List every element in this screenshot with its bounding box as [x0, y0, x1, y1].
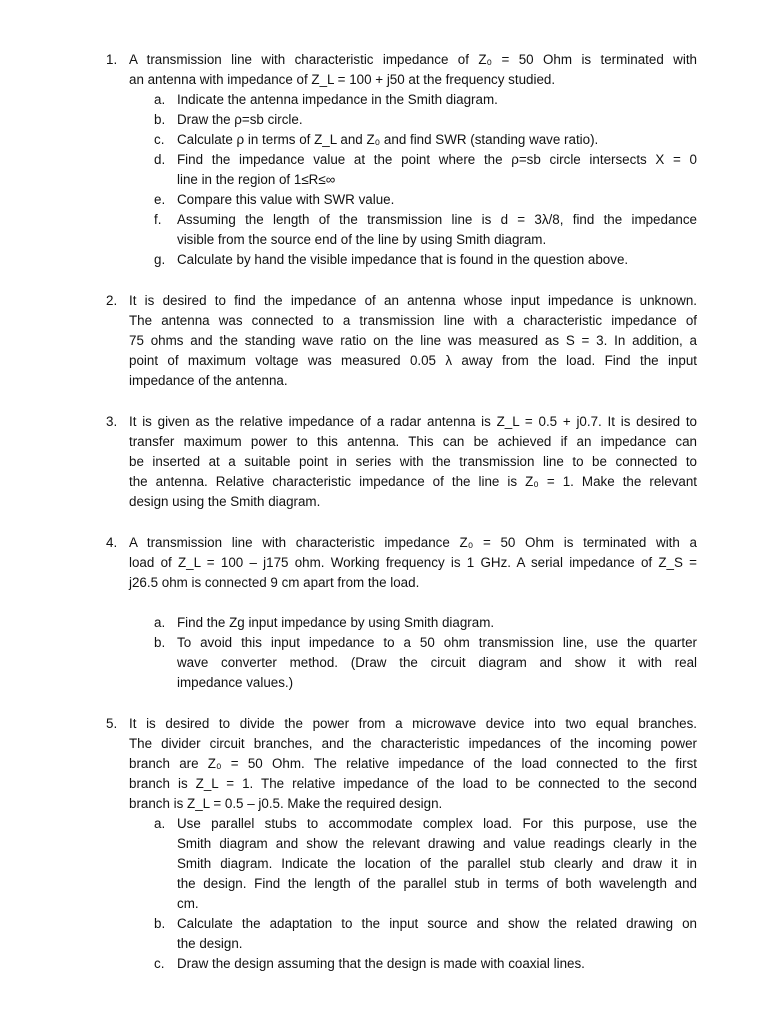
question-text-line: an antenna with impedance of Z_L = 100 + j50 at the frequency studied. — [129, 72, 556, 87]
part-text-line: Smith diagram and show the relevant drawing and value readings clearly in the — [177, 836, 697, 851]
question-text-line: impedance of the antenna. — [129, 373, 288, 388]
question-text-line: design using the Smith diagram. — [129, 494, 321, 509]
part-text-line: cm. — [177, 896, 199, 911]
part-label: g. — [154, 252, 166, 267]
question-number: 3. — [106, 414, 118, 429]
question-text-line: branch are Z₀ = 50 Ohm. The relative impedance of the load connected to the first — [129, 756, 697, 771]
part-label: a. — [154, 615, 166, 630]
part-label: c. — [154, 132, 165, 147]
part-text-line: wave converter method. (Draw the circuit diagram and show it with real — [177, 655, 697, 670]
question-text-line: branch is Z_L = 0.5 – j0.5. Make the required design. — [129, 796, 443, 811]
question-number: 1. — [106, 52, 118, 67]
part-text-line: the design. Find the length of the parallel stub in terms of both wavelength and — [177, 876, 697, 891]
part-label: c. — [154, 956, 165, 971]
question-text-line: be inserted at a suitable point in series with the transmission line to be connected to — [129, 454, 697, 469]
part-label: a. — [154, 92, 166, 107]
part-text-line: Calculate ρ in terms of Z_L and Z₀ and find SWR (standing wave ratio). — [177, 132, 599, 147]
part-text-line: Draw the ρ=sb circle. — [177, 112, 303, 127]
part-text-line: Draw the design assuming that the design is made with coaxial lines. — [177, 956, 585, 971]
question-text-line: j26.5 ohm is connected 9 cm apart from the load. — [129, 575, 420, 590]
part-text-line: Find the impedance value at the point where the ρ=sb circle intersects X = 0 — [177, 152, 697, 167]
part-label: d. — [154, 152, 166, 167]
part-label: b. — [154, 112, 166, 127]
part-text-line: Use parallel stubs to accommodate complex load. For this purpose, use the — [177, 816, 697, 831]
part-label: a. — [154, 816, 166, 831]
part-text-line: visible from the source end of the line by using Smith diagram. — [177, 232, 547, 247]
question-text-line: The divider circuit branches, and the characteristic impedances of the incoming power — [129, 736, 697, 751]
part-text-line: Calculate the adaptation to the input source and show the related drawing on — [177, 916, 697, 931]
part-text-line: Calculate by hand the visible impedance that is found in the question above. — [177, 252, 629, 267]
part-text-line: Find the Zg input impedance by using Smith diagram. — [177, 615, 495, 630]
question-text-line: A transmission line with characteristic impedance of Z₀ = 50 Ohm is terminated with — [129, 52, 697, 67]
question-text-line: point of maximum voltage was measured 0.05 λ away from the load. Find the input — [129, 353, 697, 368]
question-text-line: A transmission line with characteristic impedance Z₀ = 50 Ohm is terminated with a — [129, 535, 697, 550]
question-text-line: It is desired to find the impedance of an antenna whose input impedance is unknown. — [129, 293, 697, 308]
part-text-line: line in the region of 1≤R≤∞ — [177, 172, 336, 187]
part-text-line: the design. — [177, 936, 243, 951]
part-text-line: Indicate the antenna impedance in the Smith diagram. — [177, 92, 498, 107]
question-text-line: 75 ohms and the standing wave ratio on the line was measured as S = 3. In addition, a — [129, 333, 697, 348]
question-text-line: load of Z_L = 100 – j175 ohm. Working frequency is 1 GHz. A serial impedance of Z_S = — [129, 555, 697, 570]
question-text-line: It is desired to divide the power from a microwave device into two equal branches. — [129, 716, 697, 731]
part-text-line: To avoid this input impedance to a 50 ohm transmission line, use the quarter — [177, 635, 697, 650]
part-label: f. — [154, 212, 162, 227]
part-label: b. — [154, 635, 166, 650]
question-number: 4. — [106, 535, 118, 550]
question-number: 2. — [106, 293, 118, 308]
question-text-line: transfer maximum power to this antenna. This can be achieved if an impedance can — [129, 434, 697, 449]
part-text-line: Compare this value with SWR value. — [177, 192, 395, 207]
question-text-line: branch is Z_L = 1. The relative impedance of the load to be connected to the second — [129, 776, 697, 791]
question-text-line: the antenna. Relative characteristic impedance of the line is Z₀ = 1. Make the relevant — [129, 474, 697, 489]
part-text-line: Smith diagram. Indicate the location of the parallel stub clearly and draw it in — [177, 856, 697, 871]
question-text-line: It is given as the relative impedance of a radar antenna is Z_L = 0.5 + j0.7. It is desired to — [129, 414, 697, 429]
question-text-line: The antenna was connected to a transmission line with a characteristic impedance of — [129, 313, 697, 328]
part-text-line: impedance values.) — [177, 675, 294, 690]
question-number: 5. — [106, 716, 118, 731]
part-label: b. — [154, 916, 166, 931]
part-text-line: Assuming the length of the transmission line is d = 3λ/8, find the impedance — [177, 212, 697, 227]
part-label: e. — [154, 192, 166, 207]
